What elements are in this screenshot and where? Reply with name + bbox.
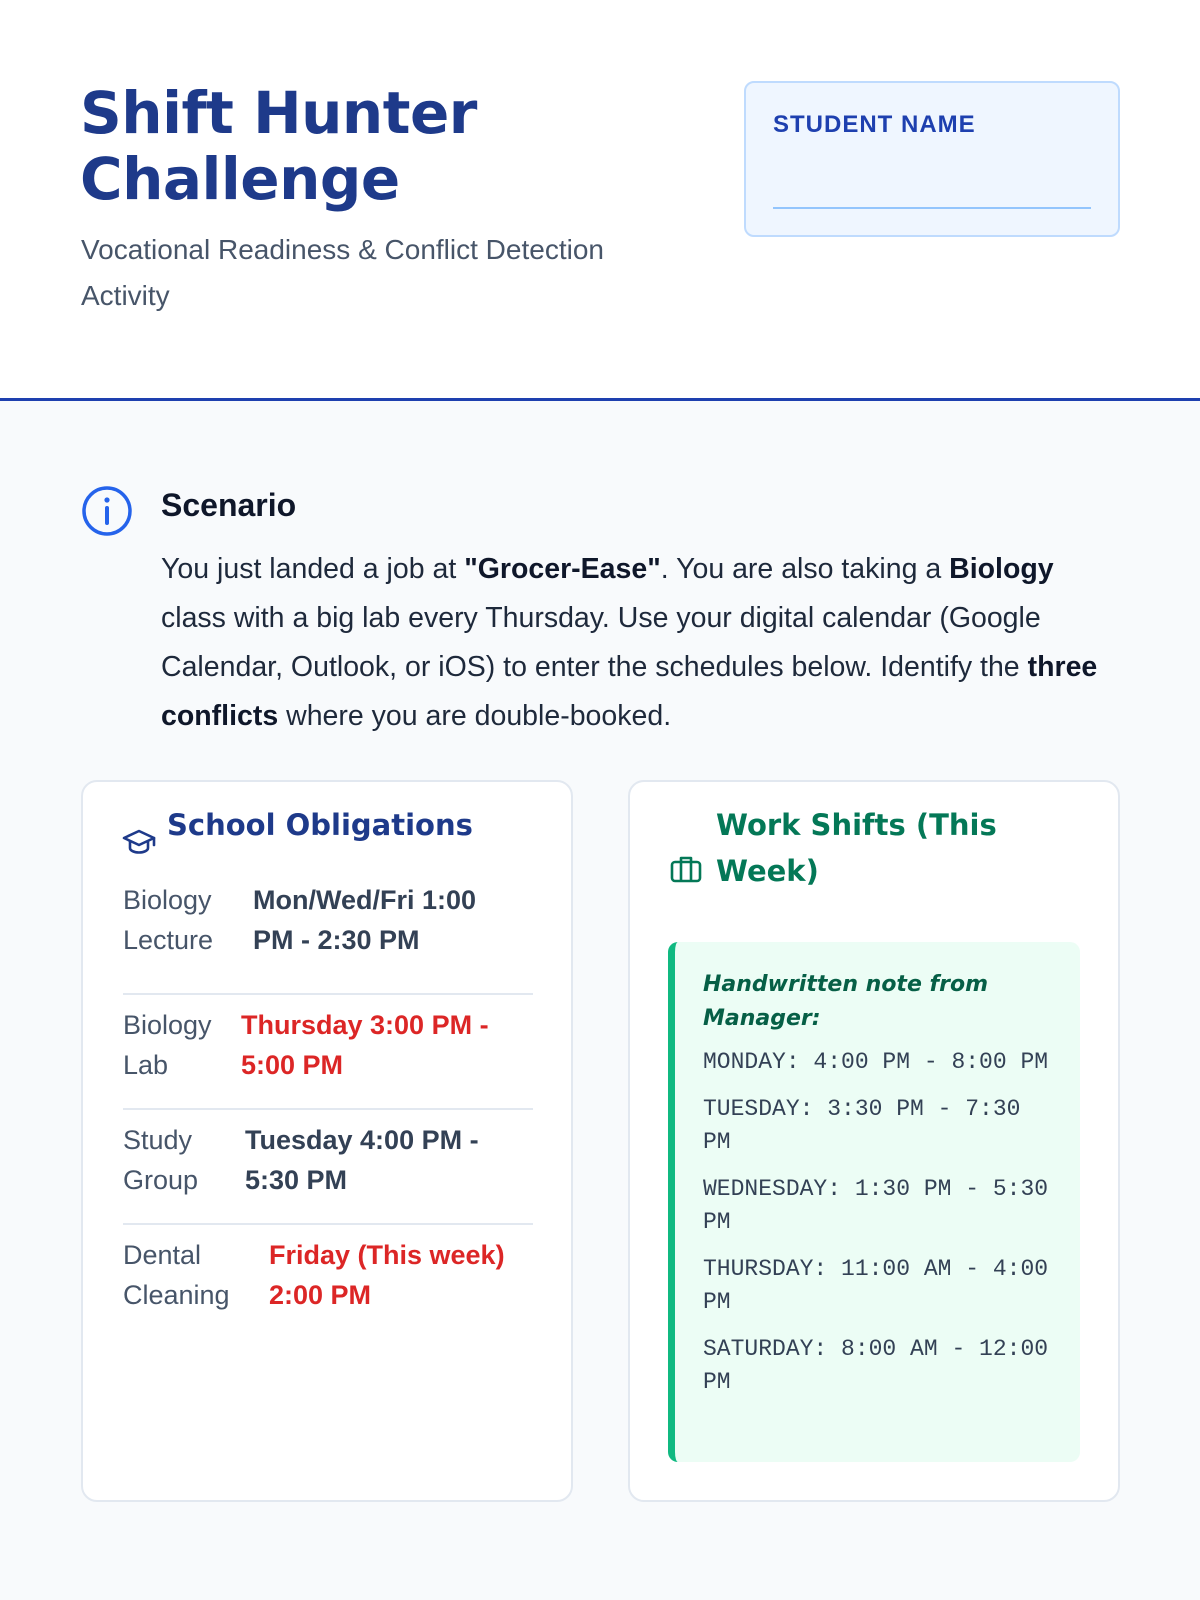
obligation-label: Dental Cleaning	[123, 1240, 230, 1310]
page-subtitle: Vocational Readiness & Conflict Detection Activity	[81, 234, 604, 311]
work-shifts-card	[628, 780, 1120, 1502]
obligation-row	[123, 1110, 533, 1225]
conflicts-emphasis: three conflicts	[161, 651, 1098, 732]
header	[0, 0, 1200, 401]
shift-item: THURSDAY: 11:00 AM - 4:00 PM	[703, 1255, 1049, 1315]
school-card-title: School Obligations	[167, 808, 473, 842]
shift-item: WEDNESDAY: 1:30 PM - 5:30 PM	[703, 1175, 1049, 1235]
manager-note	[668, 942, 1080, 1462]
class-name: Biology	[949, 553, 1054, 585]
student-name-box	[744, 81, 1120, 237]
obligation-label: Biology Lab	[123, 1010, 212, 1080]
info-icon	[81, 485, 133, 537]
obligation-row	[123, 995, 533, 1110]
obligation-label: Biology Lecture	[123, 885, 214, 955]
student-name-line[interactable]	[773, 207, 1091, 209]
shift-item: MONDAY: 4:00 PM - 8:00 PM	[703, 1049, 1049, 1075]
work-card-title: Work Shifts (This Week)	[716, 808, 997, 888]
obligation-time: Mon/Wed/Fri 1:00 PM - 2:30 PM	[253, 885, 477, 955]
briefcase-icon	[670, 854, 702, 884]
obligation-time-conflict: Thursday 3:00 PM - 5:00 PM	[241, 1010, 489, 1080]
obligation-label: Study Group	[123, 1125, 199, 1195]
shift-item: TUESDAY: 3:30 PM - 7:30 PM	[703, 1095, 1021, 1155]
graduation-cap-icon	[121, 828, 157, 856]
employer-name: "Grocer-Ease"	[464, 553, 661, 585]
page-title: Shift Hunter Challenge	[80, 79, 477, 213]
school-obligation-list	[123, 880, 533, 1340]
student-name-label: STUDENT NAME	[773, 111, 976, 138]
shift-list	[703, 1046, 1053, 1413]
school-obligations-card	[81, 780, 573, 1502]
obligation-row	[123, 1225, 533, 1340]
obligation-row	[123, 880, 533, 995]
obligation-time-conflict: Friday (This week) 2:00 PM	[269, 1240, 505, 1310]
manager-note-title: Handwritten note from Manager:	[703, 972, 988, 1031]
shift-item: SATURDAY: 8:00 AM - 12:00 PM	[703, 1335, 1049, 1395]
obligation-time: Tuesday 4:00 PM - 5:30 PM	[245, 1125, 479, 1195]
scenario-title: Scenario	[161, 487, 297, 523]
scenario-text: You just landed a job at "Grocer-Ease". You are also taking a Biology class with a big lab every Thursday. Use your digital calendar (Google Calendar, Outlook, or iOS) to enter the schedules below. Identify the three conflicts where you are double-booked.	[161, 553, 1098, 732]
